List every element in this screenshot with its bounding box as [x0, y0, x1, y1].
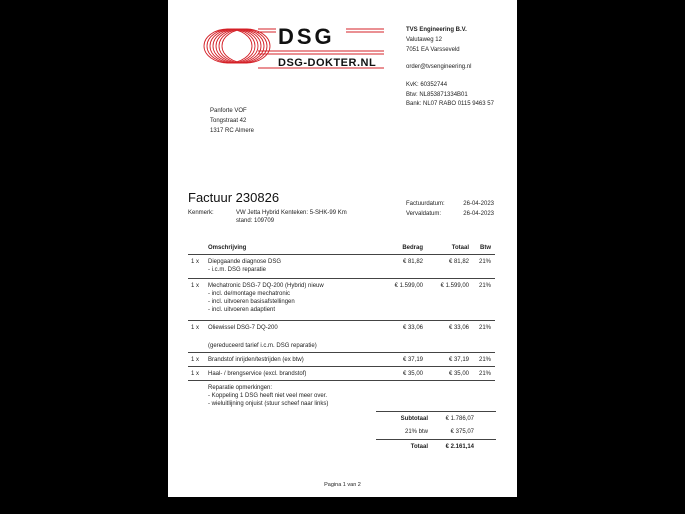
row-bedrag: € 81,82: [402, 259, 423, 265]
table-row: [188, 321, 495, 352]
table-row: [188, 279, 495, 320]
kenmerk-label: Kenmerk:: [188, 210, 214, 216]
row-desc-line: Haal- / brengservice (excl. brandstof): [208, 371, 307, 377]
header-bedrag: Bedrag: [402, 245, 423, 251]
factuurdatum-value: 26-04-2023: [463, 201, 494, 207]
invoice-page: [168, 0, 517, 497]
company-kvk: KvK: 60352744: [406, 81, 448, 88]
remarks-line: - wieluitlijning onjuist (stuur scheef naar links): [208, 401, 329, 407]
recipient-street: Tongstraat 42: [210, 117, 247, 124]
invoice-dates: [406, 200, 494, 219]
row-desc-line: - incl. uitvoeren basisafstellingen: [208, 299, 295, 305]
table-header: [188, 244, 495, 254]
totaal-value: € 2.161,14: [445, 444, 474, 450]
table-row: [188, 255, 495, 278]
row-qty: 1 x: [191, 325, 200, 331]
row-desc-line: - incl. de/montage mechatronic: [208, 291, 291, 297]
btw-value: € 375,07: [450, 429, 474, 435]
company-city: 7051 EA Varsseveld: [406, 46, 460, 53]
dsg-dokter-logo: [198, 22, 386, 70]
table-row: [188, 367, 495, 380]
company-info: [406, 26, 494, 110]
subtotaal-label: Subtotaal: [400, 416, 428, 422]
row-btw: 21%: [478, 283, 491, 289]
page-number: Pagina 1 van 2: [324, 482, 361, 488]
company-street: Valutaweg 12: [406, 36, 442, 43]
btw-label: 21% btw: [404, 429, 428, 435]
row-desc-line: Mechatronic DSG-7 DQ-200 (Hybrid) nieuw: [208, 283, 324, 289]
kenmerk-value: VW Jetta Hybrid Kenteken: 5-SHK-99 Km stand: 109709: [236, 210, 347, 224]
row-qty: 1 x: [191, 357, 200, 363]
row-btw: 21%: [478, 371, 491, 377]
table-row: [188, 353, 495, 366]
company-name: TVS Engineering B.V.: [406, 27, 467, 33]
header-omschrijving: Omschrijving: [208, 245, 247, 251]
logo-site: DSG-DOKTER.NL: [278, 57, 377, 69]
company-bank: Bank: NL07 RABO 0115 9463 57: [406, 101, 494, 108]
totals-block: [376, 411, 496, 454]
row-qty: 1 x: [191, 259, 200, 265]
row-desc-line: - incl. uitvoeren adaptient: [208, 307, 276, 313]
row-btw: 21%: [478, 357, 491, 363]
row-desc-line: - i.c.m. DSG reparatie: [208, 267, 267, 273]
row-totaal: € 35,00: [448, 371, 469, 377]
remarks-line: - Koppeling 1 DSG heeft niet veel meer over.: [208, 393, 328, 399]
row-totaal: € 1.599,00: [440, 283, 469, 289]
recipient-city: 1317 RC Almere: [210, 127, 255, 134]
logo-brand: DSG: [278, 24, 335, 49]
row-totaal: € 37,19: [448, 357, 469, 363]
subtotaal-value: € 1.786,07: [445, 416, 474, 422]
totaal-label: Totaal: [410, 444, 428, 450]
row-desc-line: (gereduceerd tarief i.c.m. DSG reparatie): [208, 343, 317, 349]
header-btw: Btw: [480, 245, 491, 251]
header-totaal: Totaal: [451, 245, 469, 251]
row-bedrag: € 37,19: [402, 357, 423, 363]
row-bedrag: € 1.599,00: [394, 283, 423, 289]
remarks-title: Reparatie opmerkingen:: [208, 385, 273, 391]
row-qty: 1 x: [191, 283, 200, 289]
row-totaal: € 81,82: [448, 259, 469, 265]
vervaldatum-value: 26-04-2023: [463, 210, 494, 217]
row-bedrag: € 33,06: [402, 325, 423, 331]
recipient-name: Panforte VOF: [210, 108, 247, 114]
row-qty: 1 x: [191, 371, 200, 377]
recipient-address: [210, 107, 254, 136]
row-btw: 21%: [478, 259, 491, 265]
company-email[interactable]: order@tvsengineering.nl: [406, 64, 472, 71]
vervaldatum-label: Vervaldatum:: [406, 210, 442, 217]
invoice-table: [188, 244, 495, 411]
row-desc-line: Diepgaande diagnose DSG: [208, 259, 282, 265]
factuurdatum-label: Factuurdatum:: [406, 201, 445, 207]
row-desc-line: Oliewissel DSG-7 DQ-200: [208, 325, 278, 331]
company-btw: Btw: NL853871334B01: [406, 91, 468, 98]
row-totaal: € 33,06: [448, 325, 469, 331]
row-btw: 21%: [478, 325, 491, 331]
invoice-title: Factuur 230826: [188, 190, 280, 205]
row-bedrag: € 35,00: [402, 371, 423, 377]
repair-remarks: [188, 381, 495, 411]
row-desc-line: Brandstof inrijden/testrijden (ex btw): [208, 357, 304, 363]
